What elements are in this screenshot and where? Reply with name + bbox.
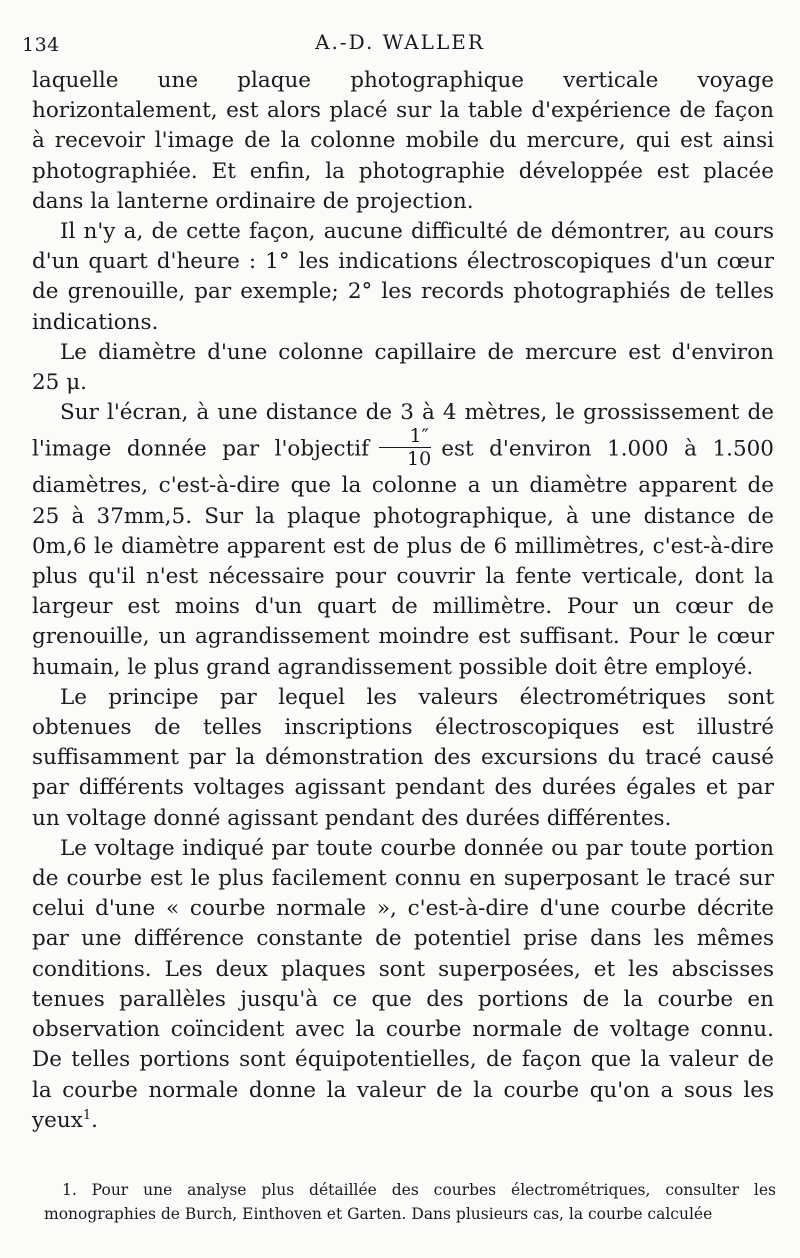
footnote-1-text: 1. Pour une analyse plus détaillée des courbes électrométriques, consulter les monographies de Burch, Einthoven et Garten. Dans plusieurs cas, la courbe calculée xyxy=(44,1181,776,1223)
paragraph-5: Le principe par lequel les valeurs électrométriques sont obtenues de telles inscriptions électroscopiques est illustré suffisamment par la démonstration des excursions du tracé causé par différents voltages agissant pendant des durées égales et par un voltage donné agissant pendant des durées différentes. xyxy=(32,684,774,831)
footnote-1 xyxy=(44,1178,776,1226)
paragraph-4 xyxy=(32,398,774,683)
paragraph-6-text-end: . xyxy=(91,1107,98,1133)
paragraph-3: Le diamètre d'une colonne capillaire de mercure est d'environ 25 μ. xyxy=(32,339,774,396)
paragraph-6-text: Le voltage indiqué par toute courbe donnée ou par toute portion de courbe est le plus facilement connu en superposant le tracé sur celui d'une « courbe normale », c'est-à-dire d'une courbe décrite par une différence constante de potentiel prise dans les mêmes conditions. Les deux plaques sont superposées, et les abscisses tenues parallèles jusqu'à ce que des portions de la courbe en observation coïncident avec la courbe normale de voltage connu. De telles portions sont équipotentielles, de façon que la valeur de la courbe normale donne la valeur de la courbe qu'on a sous les yeux xyxy=(32,835,774,1133)
footnote-reference[interactable]: 1 xyxy=(82,1107,92,1123)
fraction-denominator: 10 xyxy=(407,448,432,471)
page-header xyxy=(22,28,778,58)
paragraph-4-text-before: Sur l'écran, à une distance de 3 à 4 mètres, le grossissement de l'image donnée par l'objectif xyxy=(32,400,774,462)
body-text xyxy=(32,66,774,1136)
paragraph-2: Il n'y a, de cette façon, aucune difficulté de démontrer, au cours d'un quart d'heure : 1° les indications électroscopiques d'un cœur de grenouille, par exemple; 2° les records photographiés de telles indications. xyxy=(32,219,774,335)
footnotes xyxy=(44,1178,776,1226)
objective-fraction xyxy=(379,426,431,469)
paragraph-6 xyxy=(32,834,774,1136)
page-number: 134 xyxy=(22,34,60,56)
paragraph-1: laquelle une plaque photographique verticale voyage horizontalement, est alors placé sur la table d'expérience de façon à recevoir l'image de la colonne mobile du mercure, qui est ainsi photographiée. Et enfin, la photographie développée est placée dans la lanterne ordinaire de projection. xyxy=(32,68,774,214)
fraction-numerator: 1″ xyxy=(379,426,431,448)
running-head: A.-D. WALLER xyxy=(315,30,485,54)
paragraph-4-text-after: est d'environ 1.000 à 1.500 diamètres, c'est-à-dire que la colonne a un diamètre apparent de 25 à 37mm,5. Sur la plaque photographique, à une distance de 0m,6 le diamètre apparent est de plus de 6 millimètres, c'est-à-dire plus qu'il n'est nécessaire pour couvrir la fente verticale, dont la largeur est moins d'un quart de millimètre. Pour un cœur de grenouille, un agrandissement moindre est suffisant. Pour le cœur humain, le plus grand agrandissement possible doit être employé. xyxy=(32,436,774,680)
